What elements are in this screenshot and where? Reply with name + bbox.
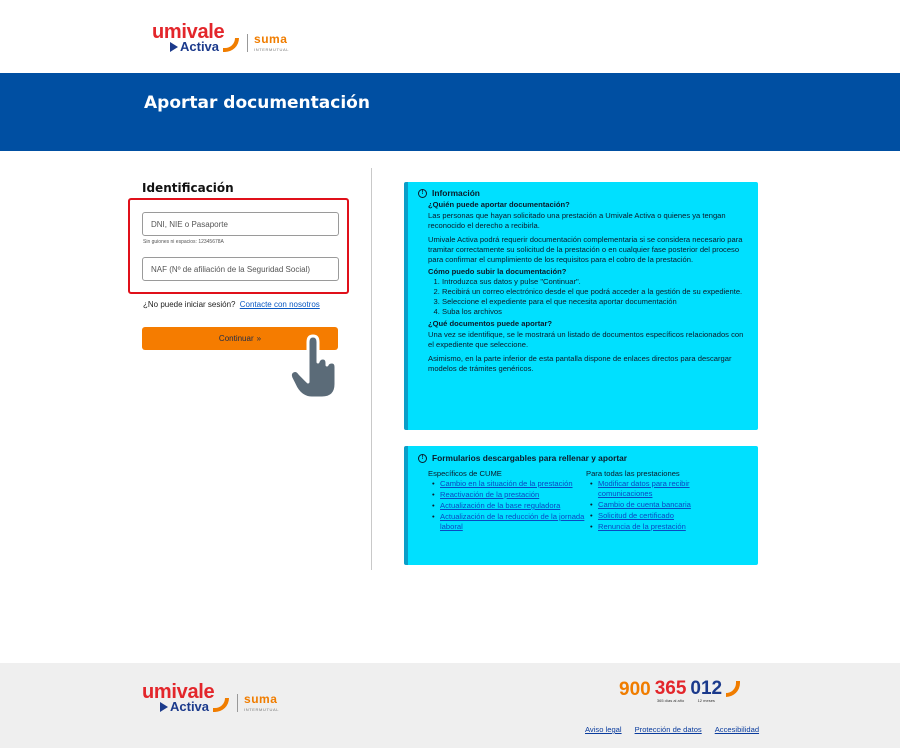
steps-list xyxy=(442,277,744,317)
info-question-2: Cómo puedo subir la documentación? xyxy=(428,267,567,276)
form-link[interactable]: Cambio en la situación de la prestación xyxy=(440,479,573,488)
info-paragraph-3: Una vez se identifique, se le mostrará un listado de documentos específicos relacionados con el expediente que seleccione. xyxy=(428,330,744,349)
login-help xyxy=(143,300,320,309)
column-divider xyxy=(371,168,372,570)
info-paragraph-2: Umivale Activa podrá requerir documentación complementaria si se considera necesario para tramitar correctamente su solicitud de la prestación o en cualquier fase posterior del proceso para confirmar el cumplimiento de los requisitos para el cobro de la prestación. xyxy=(428,235,743,264)
phone-part-2-group xyxy=(655,679,687,703)
list-item xyxy=(588,522,744,532)
suma-logo xyxy=(254,32,289,52)
play-icon xyxy=(160,702,168,712)
logo-activa xyxy=(160,700,229,713)
logo-suma-text: suma xyxy=(254,32,288,46)
naf-input[interactable] xyxy=(142,257,339,281)
step-item: 2. Recibirá un correo electrónico desde el que podrá acceder a la gestión de su expediente. xyxy=(442,287,744,297)
form-link[interactable]: Actualización de la reducción de la jornada laboral xyxy=(440,512,585,531)
info-header xyxy=(418,188,744,198)
forms-header xyxy=(418,453,744,463)
forms-column-title: Para todas las prestaciones xyxy=(586,469,680,478)
double-chevron-right-icon: » xyxy=(256,334,262,343)
form-link[interactable]: Actualización de la base reguladora xyxy=(440,501,561,510)
info-title: Información xyxy=(432,188,480,198)
continue-label: Continuar xyxy=(218,334,254,343)
pointer-hand-icon xyxy=(288,334,340,400)
logo-separator xyxy=(247,34,248,52)
info-panel xyxy=(404,182,758,430)
dni-input[interactable] xyxy=(142,212,339,236)
forms-column-all xyxy=(586,469,744,533)
page-title: Aportar documentación xyxy=(144,93,370,113)
list-item xyxy=(430,479,586,489)
list-item xyxy=(588,511,744,521)
step-item: 1. Introduzca sus datos y pulse "Continuar". xyxy=(442,277,744,287)
info-question-1: ¿Quién puede aportar documentación? xyxy=(428,200,570,209)
step-item: 4. Suba los archivos xyxy=(442,307,744,317)
phone-part-3-group xyxy=(690,679,722,703)
forms-column-title: Específicos de CUME xyxy=(428,469,502,478)
phone-caption-days: 365 días al año xyxy=(656,698,685,703)
logo-suma-text: suma xyxy=(244,692,278,706)
legal-notice-link[interactable]: Aviso legal xyxy=(585,725,622,734)
data-protection-link[interactable]: Protección de datos xyxy=(634,725,702,734)
info-icon: ! xyxy=(418,189,427,198)
swoosh-icon xyxy=(223,38,239,52)
swoosh-icon xyxy=(213,698,229,712)
logo-separator xyxy=(237,694,238,712)
logo-suma-tag: INTERMUTUAL xyxy=(244,707,280,712)
list-item xyxy=(430,490,586,500)
info-paragraph-4: Asimismo, en la parte inferior de esta pantalla dispone de enlaces directos para descargar modelos de trámites genéricos. xyxy=(428,354,732,373)
form-link[interactable]: Solicitud de certificado xyxy=(598,511,674,520)
forms-panel xyxy=(404,446,758,565)
identification-title: Identificación xyxy=(142,181,234,195)
footer-links xyxy=(585,725,759,734)
step-item: 3. Seleccione el expediente para el que necesita aportar documentación xyxy=(442,297,744,307)
form-link[interactable]: Renuncia de la prestación xyxy=(598,522,686,531)
form-link[interactable]: Cambio de cuenta bancaria xyxy=(598,500,691,509)
logo-umivale-text: umivale xyxy=(142,681,215,703)
forms-columns xyxy=(428,469,744,533)
logo-umivale-text: umivale xyxy=(152,21,225,43)
page-banner xyxy=(0,73,900,151)
phone-caption-months: 12 meses xyxy=(697,698,715,703)
play-icon xyxy=(170,42,178,52)
login-question: ¿No puede iniciar sesión? xyxy=(143,300,236,309)
phone-part-3: 012 xyxy=(690,678,723,699)
footer xyxy=(0,663,900,748)
list-item xyxy=(430,512,586,532)
suma-logo xyxy=(244,692,279,712)
logo-activa xyxy=(170,40,239,53)
list-item xyxy=(588,479,744,499)
info-icon: ! xyxy=(418,454,427,463)
phone-part-2: 365 xyxy=(654,678,687,699)
phone-number[interactable] xyxy=(619,679,740,703)
form-link[interactable]: Modificar datos para recibir comunicaciones xyxy=(598,479,690,498)
logo-activa-text: Activa xyxy=(180,39,220,54)
accessibility-link[interactable]: Accesibilidad xyxy=(714,725,760,734)
logo-activa-text: Activa xyxy=(170,699,210,714)
phone-part-1: 900 xyxy=(619,679,651,700)
list-item xyxy=(588,500,744,510)
swoosh-icon xyxy=(726,681,740,697)
contact-link[interactable]: Contacte con nosotros xyxy=(239,300,320,309)
logo-suma-tag: INTERMUTUAL xyxy=(254,47,290,52)
list-item xyxy=(430,501,586,511)
forms-column-cume xyxy=(428,469,586,533)
info-question-3: ¿Qué documentos puede aportar? xyxy=(428,319,553,328)
forms-title: Formularios descargables para rellenar y aportar xyxy=(432,453,628,463)
footer-logo[interactable] xyxy=(142,682,279,713)
umivale-logo[interactable] xyxy=(152,22,289,53)
info-paragraph-1: Las personas que hayan solicitado una prestación a Umivale Activa o quienes ya tengan reconocido el derecho a recibirla. xyxy=(428,211,726,230)
dni-hint: Sin guiones ni espacios: 12345678A xyxy=(143,239,224,245)
form-link[interactable]: Reactivación de la prestación xyxy=(440,490,540,499)
